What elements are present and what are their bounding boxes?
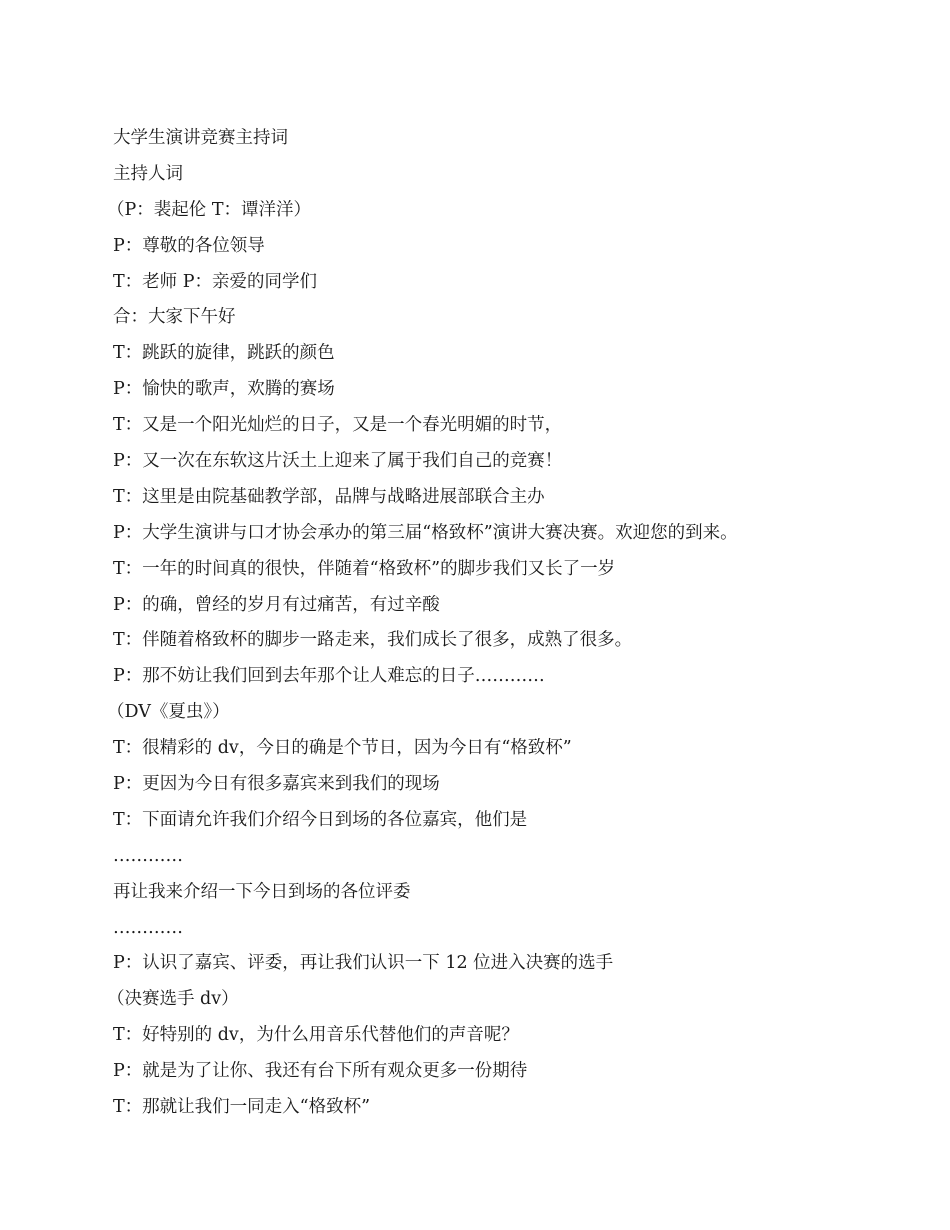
text-line: T：下面请允许我们介绍今日到场的各位嘉宾，他们是	[113, 809, 528, 830]
text-line: T：好特别的 dv，为什么用音乐代替他们的声音呢？	[113, 1025, 519, 1046]
text-line: …………	[113, 845, 183, 866]
text-line: P：大学生演讲与口才协会承办的第三届“格致杯”演讲大赛决赛。欢迎您的到来。	[113, 522, 738, 543]
text-line: T：又是一个阳光灿烂的日子，又是一个春光明媚的时节，	[113, 415, 563, 436]
document-body	[107, 121, 893, 1126]
text-line: （DV《夏虫》）	[107, 702, 230, 723]
text-line: 再让我来介绍一下今日到场的各位评委	[113, 881, 411, 902]
text-line: P：认识了嘉宾、评委，再让我们认识一下 12 位进入决赛的选手	[113, 953, 614, 974]
text-line: P：更因为今日有很多嘉宾来到我们的现场	[113, 774, 440, 795]
text-line: T：一年的时间真的很快，伴随着“格致杯”的脚步我们又长了一岁	[113, 558, 616, 579]
text-line: P：那不妨让我们回到去年那个让人难忘的日子…………	[113, 666, 545, 687]
text-line: T：那就让我们一同走入“格致杯”	[113, 1097, 371, 1118]
text-line: P：愉快的歌声，欢腾的赛场	[113, 379, 335, 400]
text-line: …………	[113, 917, 183, 938]
text-line: P：的确，曾经的岁月有过痛苦，有过辛酸	[113, 594, 440, 615]
text-line: P：又一次在东软这片沃土上迎来了属于我们自己的竞赛！	[113, 451, 563, 472]
text-line: T：老师 P：亲爱的同学们	[113, 271, 318, 292]
text-line: （P：裴起伦 T：谭洋洋）	[107, 199, 312, 220]
text-line: T：很精彩的 dv，今日的确是个节日，因为今日有“格致杯”	[113, 738, 572, 759]
text-line: T：伴随着格致杯的脚步一路走来，我们成长了很多，成熟了很多。	[113, 630, 633, 651]
text-line: P：就是为了让你、我还有台下所有观众更多一份期待	[113, 1061, 528, 1082]
text-line: P：尊敬的各位领导	[113, 235, 265, 256]
text-line: T：这里是由院基础教学部，品牌与战略进展部联合主办	[113, 486, 545, 507]
text-line: （决赛选手 dv）	[107, 989, 239, 1010]
text-line: 合：大家下午好	[113, 307, 236, 328]
text-line: T：跳跃的旋律，跳跃的颜色	[113, 343, 335, 364]
text-line: 主持人词	[113, 163, 183, 184]
document-title: 大学生演讲竞赛主持词	[113, 128, 288, 148]
